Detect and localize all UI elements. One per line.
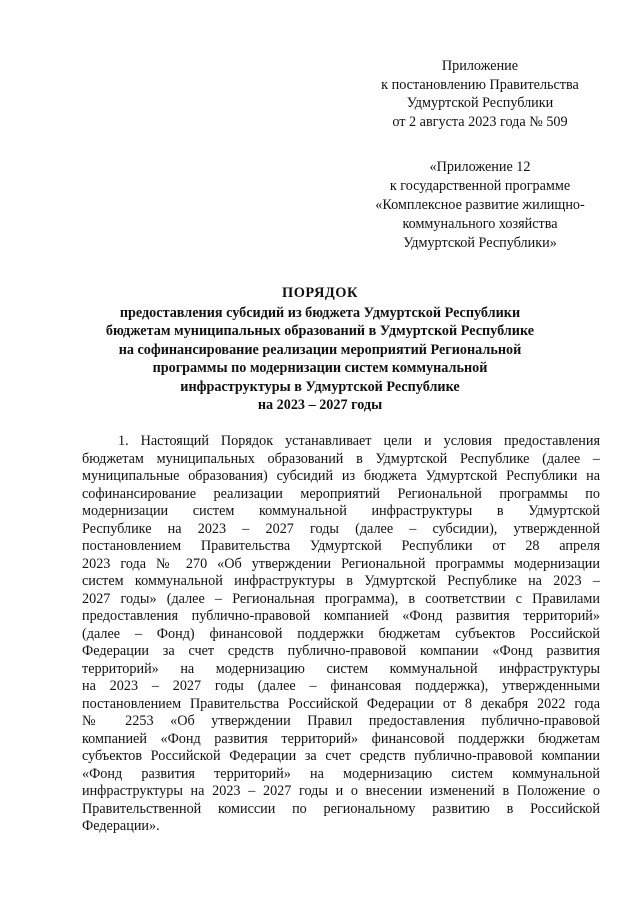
title-line: программы по модернизации систем коммунальной — [152, 360, 488, 376]
paragraph-line: Правительственной комиссии по региональному развитию в Российской — [82, 800, 600, 817]
title-line: бюджетам муниципальных образований в Удмуртской Республике — [105, 323, 535, 339]
paragraph-line: компанией «Фонд развития территорий» финансовой поддержки бюджетам — [82, 730, 600, 747]
title-line: на 2023 – 2027 годы — [257, 397, 383, 413]
paragraph-line: инфраструктуры на 2023 – 2027 годы и о внесении изменений в Положение о — [82, 783, 600, 799]
paragraph-line: модернизации систем коммунальной инфраструктуры в Удмуртской — [82, 503, 600, 519]
paragraph-line: муниципальные образования) субсидий из бюджета Удмуртской Республики на — [82, 468, 600, 484]
paragraph-line: (далее – Фонд) финансовой поддержки бюджетам субъектов Российской — [82, 625, 600, 642]
title-line: на софинансирование реализации мероприятий Региональной — [118, 341, 522, 358]
paragraph-line: на 2023 – 2027 годы (далее – финансовая поддержка), утвержденными — [82, 678, 600, 694]
paragraph-line: софинансирование реализации мероприятий Региональной программы по — [82, 485, 600, 502]
paragraph-line: территорий» на модернизацию систем коммунальной инфраструктуры — [82, 660, 600, 677]
paragraph-line: «Фонд развития территорий» на модернизацию систем коммунальной — [82, 765, 600, 782]
document-title — [70, 284, 570, 415]
program-appendix-line: Удмуртской Республики» — [403, 235, 557, 251]
title-line: инфраструктуры в Удмуртской Республике — [180, 378, 460, 395]
paragraph-1 — [82, 433, 600, 836]
paragraph-line: № 2253 «Об утверждении Правил предоставления публично-правовой — [82, 713, 600, 729]
paragraph-line: 1. Настоящий Порядок устанавливает цели и условия предоставления — [118, 433, 600, 449]
appendix-line: от 2 августа 2023 года № 509 — [392, 113, 568, 130]
paragraph-line: субъектов Российской Федерации за счет средств публично-правовой компании — [82, 748, 600, 764]
paragraph-line: Федерации за счет средств публично-правовой компании «Фонд развития — [82, 643, 600, 659]
paragraph-line: бюджетам муниципальных образований в Удмуртской Республике (далее – — [82, 450, 600, 467]
paragraph-line: предоставления публично-правовой компанией «Фонд развития территорий» — [82, 608, 600, 624]
paragraph-line: 2027 годы» (далее – Региональная программа), в соответствии с Правилами — [82, 590, 600, 607]
paragraph-line: 2023 года № 270 «Об утверждении Региональной программы модернизации — [82, 555, 600, 572]
paragraph-line: систем коммунальной инфраструктуры в Удмуртской Республике на 2023 – — [82, 573, 600, 589]
paragraph-line: Федерации». — [82, 818, 160, 834]
paragraph-line: Республике на 2023 – 2027 годы (далее – субсидии), утвержденной — [82, 520, 600, 537]
program-appendix-line: «Комплексное развитие жилищно- — [375, 197, 585, 213]
program-appendix-header — [330, 158, 630, 253]
program-appendix-line: к государственной программе — [389, 178, 571, 194]
appendix-line: Приложение — [441, 58, 519, 74]
paragraph-line: постановлением Правительства Удмуртской Республики от 28 апреля — [82, 538, 600, 554]
appendix-line: Удмуртской Республики — [406, 95, 554, 111]
program-appendix-line: коммунального хозяйства — [402, 216, 558, 232]
title-heading: ПОРЯДОК — [282, 285, 358, 301]
appendix-line: к постановлению Правительства — [381, 76, 579, 93]
paragraph-line: постановлением Правительства Российской Федерации от 8 декабря 2022 года — [82, 695, 600, 712]
title-line: предоставления субсидий из бюджета Удмуртской Республики — [119, 304, 521, 321]
program-appendix-line: «Приложение 12 — [429, 159, 531, 175]
appendix-header — [330, 57, 630, 131]
